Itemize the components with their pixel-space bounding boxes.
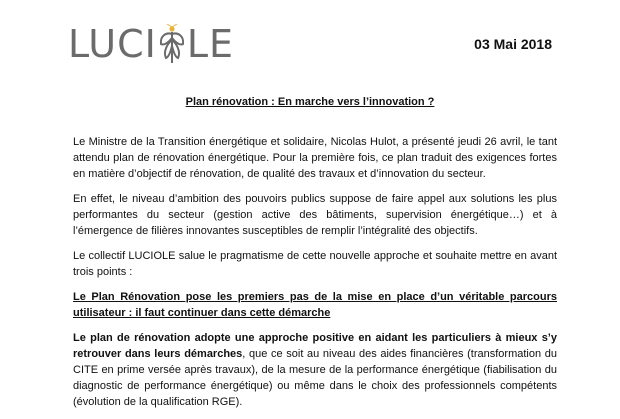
paragraph-3: Le collectif LUCIOLE salue le pragmatisme de cette nouvelle approche et souhaite mettre en avant trois points : <box>73 250 557 278</box>
paragraph-4-rest: , que ce soit au niveau des aides financières (transformation du CITE en prime versée après travaux), de la mesure de la performance énergétique (fiabilisation du diagnostic de performance énergétique) ou même dans le choix des professionnels compétents (évolution de la qualification RGE). <box>73 348 557 408</box>
document-title: Plan rénovation : En marche vers l’innovation ? <box>185 96 435 108</box>
paragraph-1: Le Ministre de la Transition énergétique et solidaire, Nicolas Hulot, a présenté jeudi 26 avril, le tant attendu plan de rénovation énergétique. Pour la première fois, ce plan traduit des exigences fortes en matière d’objectif de rénovation, de qualité des travaux et d’innovation du secteur. <box>73 136 557 180</box>
document-date: 03 Mai 2018 <box>474 36 552 52</box>
luciole-logo <box>68 24 234 64</box>
dragonfly-icon <box>158 24 186 64</box>
section-subheading: Le Plan Rénovation pose les premiers pas de la mise en place d’un véritable parcours utilisateur : il faut continuer dans cette démarche <box>73 291 557 319</box>
logo-text-start: LUCI <box>68 22 157 66</box>
paragraph-4-bold: Le plan de rénovation adopte une approche positive en aidant les particuliers à mieux s’y retrouver dans leurs démarches <box>73 332 557 360</box>
paragraph-2: En effet, le niveau d’ambition des pouvoirs publics suppose de faire appel aux solutions les plus performantes du secteur (gestion active des bâtiments, supervision énergétique…) et à l’émergence de filières innovantes susceptibles de remplir l’intégralité des objectifs. <box>73 193 557 237</box>
document-body <box>73 134 557 419</box>
logo-text-end: LE <box>186 22 235 66</box>
paragraph-4 <box>73 330 557 410</box>
